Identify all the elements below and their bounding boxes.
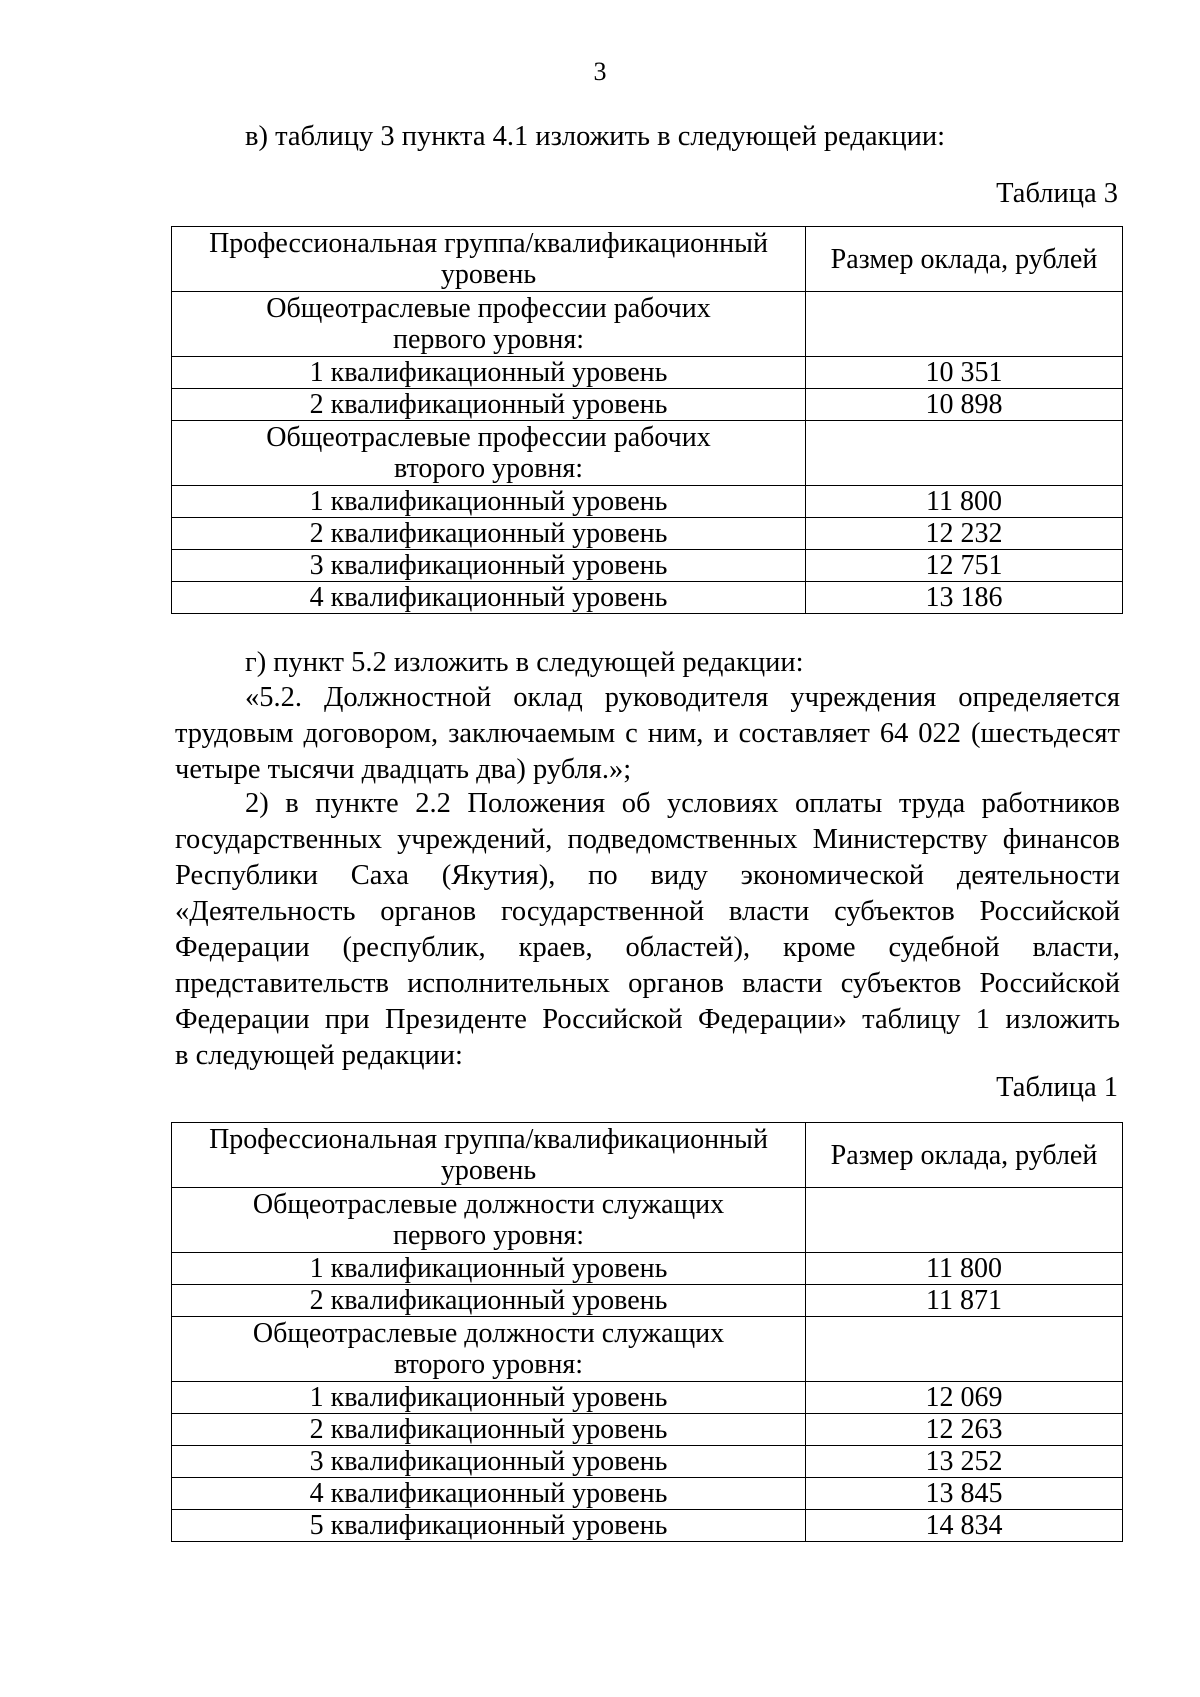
paragraph-2-line3: Республики Саха (Якутия), по виду экономической деятельности — [175, 860, 1120, 891]
row-label: 2 квалификационный уровень — [172, 1285, 806, 1317]
paragraph-2 — [175, 786, 1120, 1074]
row-value: 11 871 — [806, 1285, 1123, 1317]
row-value: 10 351 — [806, 357, 1123, 389]
paragraph-5-2-line1: «5.2. Должностной оклад руководителя учреждения определяется — [245, 682, 1120, 713]
table-row — [172, 486, 1123, 518]
table-row — [172, 1285, 1123, 1317]
header-cell-group-line1: Профессиональная группа/квалификационный — [209, 228, 768, 259]
table-row — [172, 292, 1123, 357]
table-row — [172, 1253, 1123, 1285]
header-cell-group-line2: уровень — [440, 259, 537, 290]
table-row — [172, 1188, 1123, 1253]
item-g-paragraph: г) пункт 5.2 изложить в следующей редакции: — [245, 647, 804, 678]
row-label: 3 квалификационный уровень — [172, 1446, 806, 1478]
row-value: 10 898 — [806, 389, 1123, 421]
header-cell-group — [172, 227, 806, 292]
row-value: 13 845 — [806, 1478, 1123, 1510]
page-number: 3 — [593, 57, 607, 86]
row-value: 13 186 — [806, 582, 1123, 614]
row-value: 12 232 — [806, 518, 1123, 550]
row-label-line2: первого уровня: — [392, 1220, 585, 1251]
row-label — [172, 1317, 806, 1382]
table-row — [172, 550, 1123, 582]
table-row — [172, 518, 1123, 550]
paragraph-2-line8: в следующей редакции: — [175, 1040, 463, 1071]
paragraph-5-2-line2: трудовым договором, заключаемым с ним, и составляет 64 022 (шестьдесят — [175, 718, 1120, 749]
header-cell-salary: Размер оклада, рублей — [806, 1123, 1123, 1188]
paragraph-2-line5: Федерации (республик, краев, областей), кроме судебной власти, — [175, 932, 1120, 963]
table-header-row — [172, 227, 1123, 292]
row-label: 3 квалификационный уровень — [172, 550, 806, 582]
row-label — [172, 421, 806, 486]
row-label — [172, 1188, 806, 1253]
row-value — [806, 421, 1123, 486]
row-label-line1: Общеотраслевые должности служащих — [252, 1318, 725, 1349]
row-label: 1 квалификационный уровень — [172, 1253, 806, 1285]
header-cell-group-line1: Профессиональная группа/квалификационный — [209, 1124, 768, 1155]
row-value — [806, 292, 1123, 357]
paragraph-2-line6: представительств исполнительных органов власти субъектов Российской — [175, 968, 1120, 999]
table-row — [172, 389, 1123, 421]
row-label: 4 квалификационный уровень — [172, 582, 806, 614]
row-value: 11 800 — [806, 486, 1123, 518]
row-value: 12 069 — [806, 1382, 1123, 1414]
row-label: 1 квалификационный уровень — [172, 486, 806, 518]
row-value — [806, 1188, 1123, 1253]
table-row — [172, 421, 1123, 486]
row-label: 2 квалификационный уровень — [172, 389, 806, 421]
row-label-line1: Общеотраслевые должности служащих — [252, 1189, 725, 1220]
row-label: 2 квалификационный уровень — [172, 518, 806, 550]
row-label: 1 квалификационный уровень — [172, 1382, 806, 1414]
row-label: 5 квалификационный уровень — [172, 1510, 806, 1542]
header-cell-salary: Размер оклада, рублей — [806, 227, 1123, 292]
paragraph-5-2-line3: четыре тысячи двадцать два) рубля.»; — [175, 754, 632, 785]
table-row — [172, 1446, 1123, 1478]
row-label — [172, 292, 806, 357]
paragraph-2-line2: государственных учреждений, подведомственных Министерству финансов — [175, 824, 1120, 855]
header-cell-group — [172, 1123, 806, 1188]
table-1-caption: Таблица 1 — [996, 1072, 1118, 1103]
row-value — [806, 1317, 1123, 1382]
row-label-line1: Общеотраслевые профессии рабочих — [266, 422, 711, 453]
table-3 — [171, 226, 1123, 614]
row-value: 12 263 — [806, 1414, 1123, 1446]
header-cell-group-line2: уровень — [440, 1155, 537, 1186]
table-row — [172, 1382, 1123, 1414]
row-label-line2: второго уровня: — [393, 453, 584, 484]
paragraph-5-2 — [175, 680, 1120, 788]
row-value: 13 252 — [806, 1446, 1123, 1478]
row-label-line1: Общеотраслевые профессии рабочих — [266, 293, 711, 324]
table-row — [172, 1414, 1123, 1446]
table-row — [172, 1317, 1123, 1382]
row-label-line2: второго уровня: — [393, 1349, 584, 1380]
table-row — [172, 582, 1123, 614]
table-row — [172, 357, 1123, 389]
table-header-row — [172, 1123, 1123, 1188]
table-3-caption: Таблица 3 — [996, 178, 1118, 209]
table-row — [172, 1510, 1123, 1542]
row-value: 14 834 — [806, 1510, 1123, 1542]
table-row — [172, 1478, 1123, 1510]
paragraph-2-line1: 2) в пункте 2.2 Положения об условиях оплаты труда работников — [245, 788, 1120, 819]
row-label: 4 квалификационный уровень — [172, 1478, 806, 1510]
row-value: 12 751 — [806, 550, 1123, 582]
row-label: 2 квалификационный уровень — [172, 1414, 806, 1446]
item-v-paragraph: в) таблицу 3 пункта 4.1 изложить в следующей редакции: — [245, 121, 946, 152]
paragraph-2-line4: «Деятельность органов государственной власти субъектов Российской — [175, 896, 1120, 927]
row-label-line2: первого уровня: — [392, 324, 585, 355]
paragraph-2-line7: Федерации при Президенте Российской Федерации» таблицу 1 изложить — [175, 1004, 1120, 1035]
table-1 — [171, 1122, 1123, 1542]
row-value: 11 800 — [806, 1253, 1123, 1285]
row-label: 1 квалификационный уровень — [172, 357, 806, 389]
